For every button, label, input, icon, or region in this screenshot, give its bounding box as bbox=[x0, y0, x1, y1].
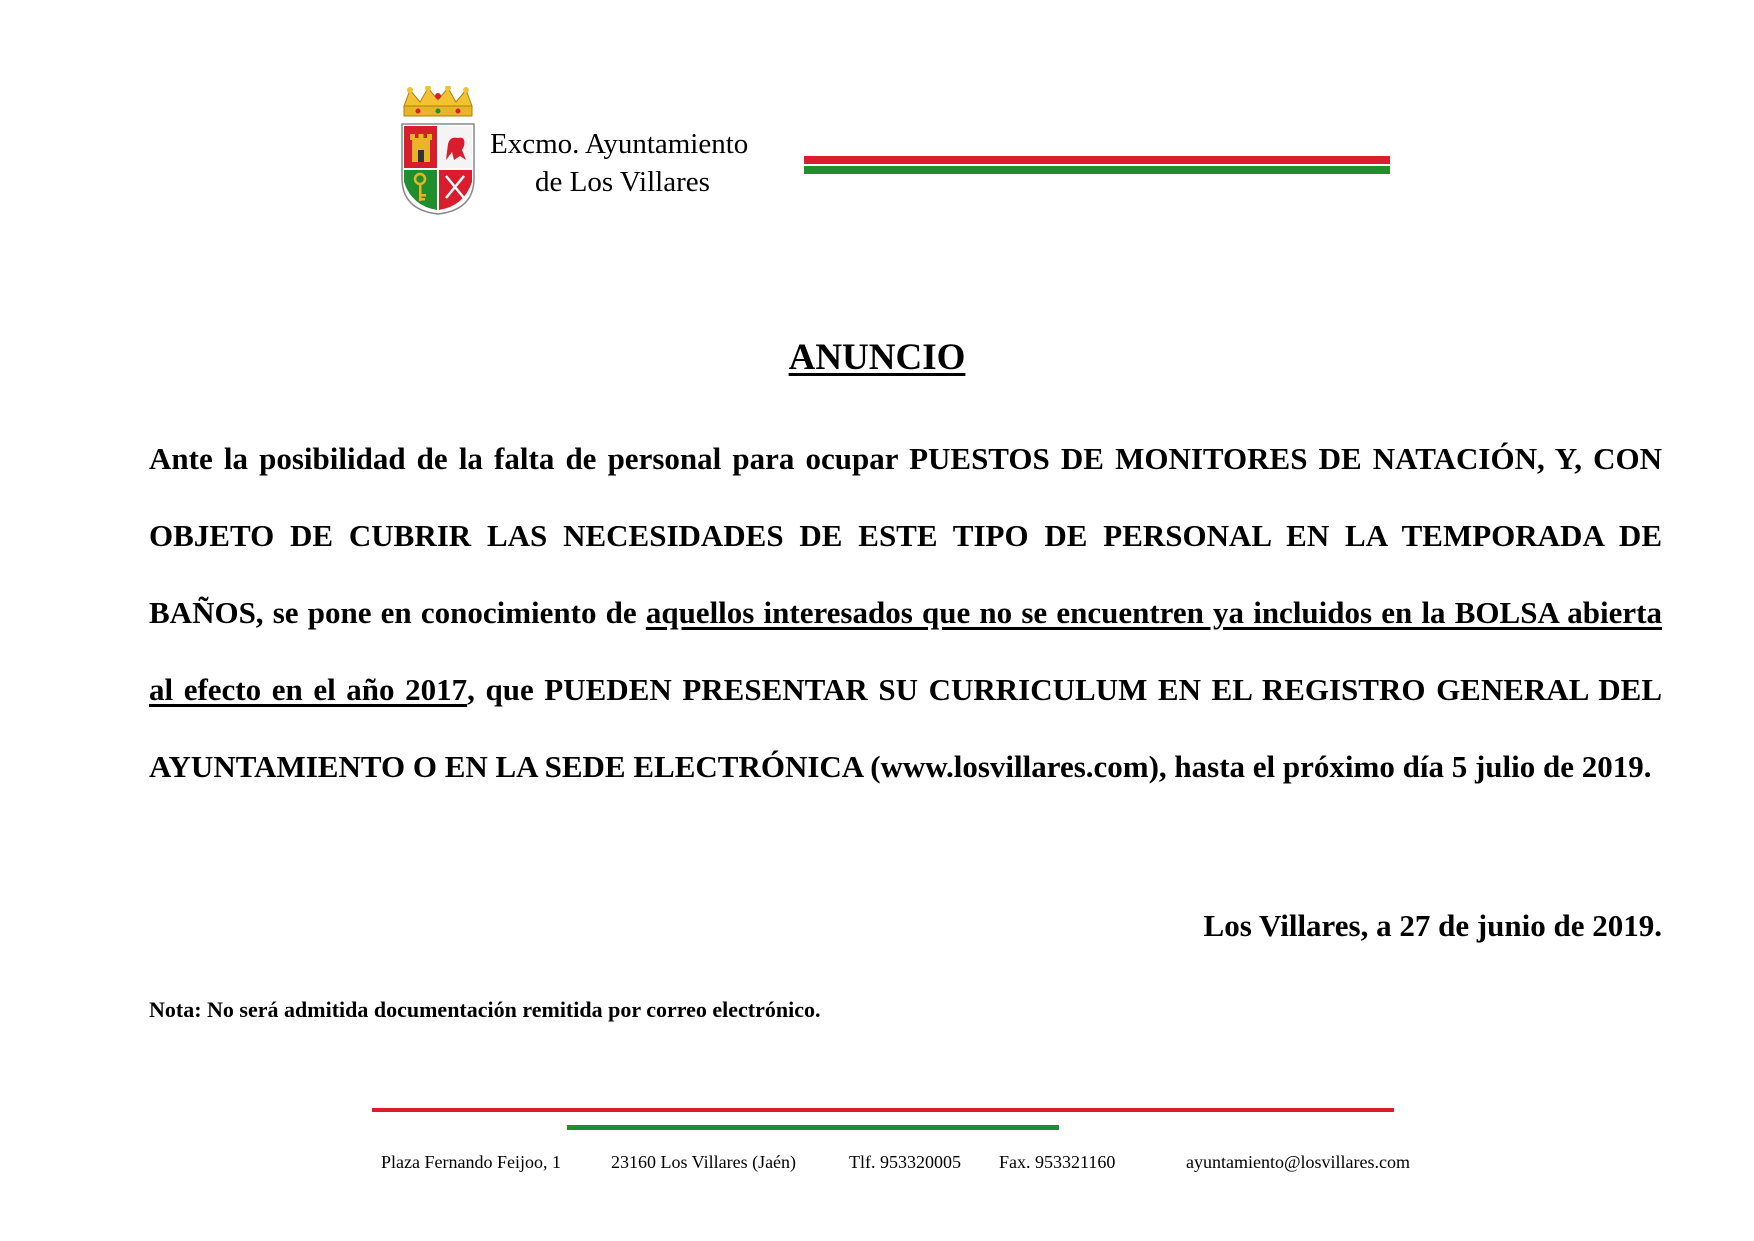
footer-fax: Fax. 953321160 bbox=[999, 1152, 1116, 1172]
header-green-stripe bbox=[804, 166, 1390, 174]
footer-green-stripe bbox=[567, 1125, 1059, 1130]
header-red-stripe bbox=[804, 156, 1390, 164]
date-line: Los Villares, a 27 de junio de 2019. bbox=[1203, 908, 1662, 943]
page-title: ANUNCIO bbox=[788, 337, 966, 378]
footer-red-stripe bbox=[372, 1108, 1394, 1112]
body-text-part1: Ante la posibilidad de la falta de personal para ocupar PUESTOS DE MONITORES DE NATACIÓN, Y, CON OBJETO DE CUBRIR LAS NECESIDADES DE ESTE TIPO DE PERSONAL EN LA TEMPORADA DE BAÑOS, se pone en conocimiento de bbox=[149, 441, 1662, 630]
announcement-body bbox=[149, 420, 1662, 805]
note: Nota: No será admitida documentación remitida por correo electrónico. bbox=[149, 997, 821, 1022]
crown-icon bbox=[404, 86, 472, 116]
body-underlined-text: aquellos interesados que no se encuentren ya incluidos en la BOLSA abierta al efecto en el año 2017 bbox=[149, 595, 1662, 707]
coat-of-arms-logo bbox=[398, 86, 478, 216]
footer-phone: Tlf. 953320005 bbox=[849, 1152, 961, 1172]
footer-email: ayuntamiento@losvillares.com bbox=[1186, 1152, 1411, 1172]
shield-icon bbox=[402, 124, 474, 214]
body-text-part2: , que PUEDEN PRESENTAR SU CURRICULUM EN EL REGISTRO GENERAL DEL AYUNTAMIENTO O EN LA SEDE ELECTRÓNICA (www.losvillares.com), hasta el próximo día 5 julio de 2019. bbox=[149, 672, 1662, 784]
footer-postal: 23160 Los Villares (Jaén) bbox=[611, 1152, 797, 1172]
org-name-line1: Excmo. Ayuntamiento bbox=[490, 128, 749, 160]
footer-address: Plaza Fernando Feijoo, 1 bbox=[381, 1152, 561, 1172]
org-name-line2: de Los Villares bbox=[535, 166, 710, 198]
